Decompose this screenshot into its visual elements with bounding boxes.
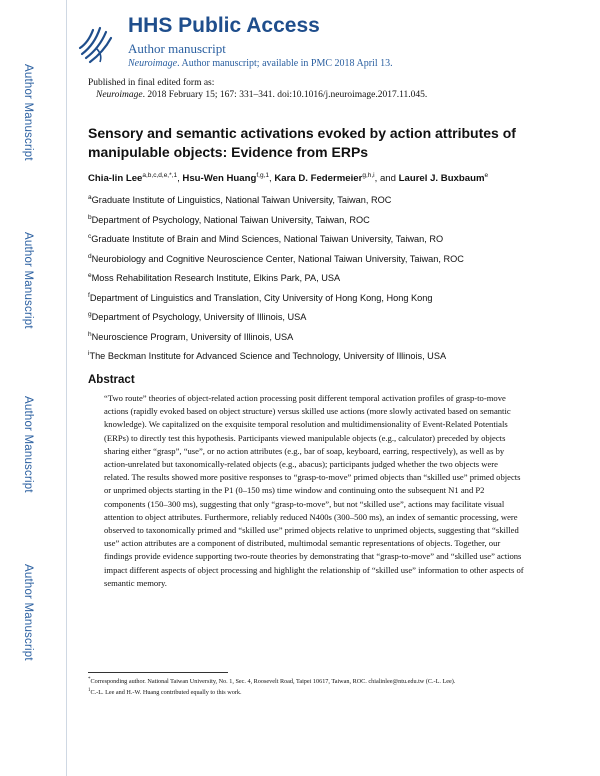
author: Hsu-Wen Huang$^{f,g,1}$ bbox=[182, 172, 269, 185]
footnote: $^1$C.-L. Lee and H.-W. Huang contributed equally to this work. bbox=[88, 687, 242, 696]
author: Chia-lin Lee$^{a,b,c,d,e,*,1}$ bbox=[88, 172, 178, 185]
author: Laurel J. Buxbaum$^e$ bbox=[398, 172, 489, 185]
author-list: Chia-lin Lee$^{a,b,c,d,e,*,1}$, Hsu-Wen Huang$^{f,g,1}$, Kara D. Federmeier$^{g,h,i}$, and Laurel J. Buxbaum$^e$ bbox=[88, 172, 489, 185]
hhs-public-access-title: HHS Public Access bbox=[128, 14, 320, 37]
author: Kara D. Federmeier$^{g,h,i}$ bbox=[274, 172, 375, 185]
abstract-heading: Abstract bbox=[88, 374, 135, 386]
journal-name: Neuroimage bbox=[128, 58, 178, 69]
citation-journal: Neuroimage bbox=[96, 90, 143, 100]
citation-line bbox=[96, 90, 427, 100]
affiliation-list bbox=[88, 192, 528, 368]
author-manuscript-side-label: Author Manuscript bbox=[22, 396, 34, 493]
affiliation: $^i$The Beckman Institute for Advanced Science and Technology, University of Illinois, USA bbox=[88, 350, 447, 362]
affiliation: $^b$Department of Psychology, National Taiwan University, Taiwan, ROC bbox=[88, 213, 370, 225]
author-manuscript-side-label: Author Manuscript bbox=[22, 232, 34, 329]
affiliation: $^f$Department of Linguistics and Translation, City University of Hong Kong, Hong Kong bbox=[88, 291, 433, 303]
paper-title: Sensory and semantic activations evoked by action attributes of manipulable objects: Evidence from ERPs bbox=[88, 125, 516, 160]
author-manuscript-side-label: Author Manuscript bbox=[22, 564, 34, 661]
availability-text: . Author manuscript; available in PMC 2018 April 13. bbox=[177, 58, 393, 69]
affiliation: $^h$Neuroscience Program, University of Illinois, USA bbox=[88, 330, 294, 342]
affiliation: $^a$Graduate Institute of Linguistics, National Taiwan University, Taiwan, ROC bbox=[88, 194, 392, 206]
manuscript-availability bbox=[128, 58, 393, 69]
abstract-text: “Two route” theories of object-related action processing posit different temporal activation profiles of grasp-to-move actions (rapidly evoked based on object structure) versus skilled use actions (more slowly activated based on semantic knowledge). We capitalized on the exquisite temporal resolution and multidimensionality of Event-Related Potentials (ERPs) to directly test this hypothesis. Participants viewed manipulable objects (e.g., calculator) preceded by objects sharing either “grasp”, “use”, or no action attributes (e.g., bar of soap, keyboard, earring, respectively), as well as by action-unrelated but taxonomically-related objects (e.g., abacus); participants judged whether the two objects were related. The results showed more positive responses to “grasp-to-move” primed objects than “skilled use” primed objects or unprimed objects starting in the P1 (0–150 ms) time window and continuing onto the subsequent N1 and P2 components (150–300 ms), suggesting that only “grasp-to-move”, but not “skilled use”, actions may facilitate visual attention to object attributes. Furthermore, reliably reduced N400s (300–500 ms), an index of semantic processing, were observed to taxonomically primed and “skilled use” primed objects relative to unprimed objects, suggesting that “skilled use” action attributes are a component of distributed, multimodal semantic representations of objects. Together, our findings provide evidence supporting two-route theories by demonstrating that “grasp-to-move” and “skilled use” actions impact different aspects of object processing and highlight the relationship of “skilled use” information to other aspects of semantic memory. bbox=[104, 393, 524, 588]
footnote: *Corresponding author. National Taiwan University, No. 1, Sec. 4, Roosevelt Road, Taipei 10617, Taiwan, ROC. chialinlee@ntu.edu.tw (C.-L. Lee). bbox=[88, 677, 456, 686]
affiliation: $^c$Graduate Institute of Brain and Mind Sciences, National Taiwan University, Taiwan, RO bbox=[88, 233, 444, 245]
affiliation: $^d$Neurobiology and Cognitive Neuroscience Center, National Taiwan University, Taiwan, ROC bbox=[88, 252, 464, 264]
author-manuscript-side-label: Author Manuscript bbox=[22, 64, 34, 161]
published-in-label: Published in final edited form as: bbox=[88, 78, 215, 88]
footnote-divider bbox=[88, 672, 228, 673]
affiliation: $^g$Department of Psychology, University of Illinois, USA bbox=[88, 311, 307, 323]
affiliation: $^e$Moss Rehabilitation Research Institute, Elkins Park, PA, USA bbox=[88, 272, 341, 284]
footnotes bbox=[88, 676, 528, 697]
hhs-eagle-icon bbox=[76, 18, 116, 66]
margin-rule bbox=[66, 0, 67, 776]
citation-text: . 2018 February 15; 167: 331–341. doi:10.1016/j.neuroimage.2017.11.045. bbox=[142, 90, 428, 100]
author-manuscript-subtitle: Author manuscript bbox=[128, 41, 226, 56]
